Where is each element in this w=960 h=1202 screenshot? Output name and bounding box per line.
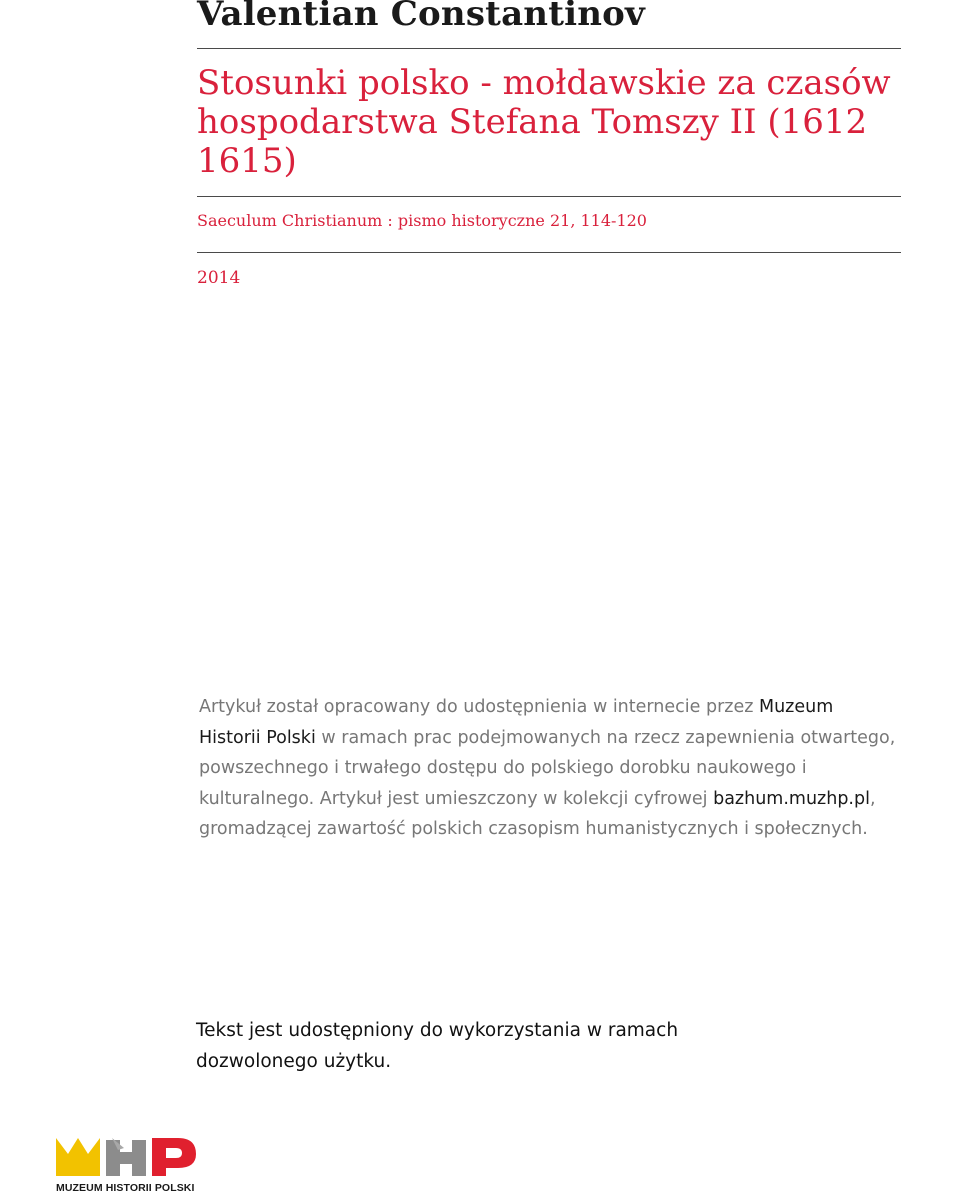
notice-text: , gromadzącej zawartość polskich czasopism humanistycznych i społecznych.	[199, 788, 876, 839]
museum-logo-icon	[54, 1134, 204, 1182]
logo-text: MUZEUM HISTORII POLSKI	[56, 1182, 195, 1194]
divider	[197, 196, 901, 197]
divider	[197, 252, 901, 253]
publication-year: 2014	[197, 268, 241, 288]
article-title: Stosunki polsko - mołdawskie za czasów hospodarstwa Stefana Tomszy II (1612 1615)	[197, 63, 891, 181]
author-name: Valentian Constantinov	[197, 0, 645, 34]
availability-notice	[199, 692, 899, 845]
divider	[197, 48, 901, 49]
museum-logo	[54, 1134, 204, 1196]
museum-name: Muzeum Historii Polski	[199, 697, 834, 748]
notice-text: Artykuł został opracowany do udostępnienia w internecie przez	[199, 697, 754, 717]
journal-source: Saeculum Christianum : pismo historyczne 21, 114-120	[197, 211, 647, 230]
site-link[interactable]: bazhum.muzhp.pl	[713, 788, 870, 809]
notice-text: w ramach prac podejmowanych na rzecz zapewnienia otwartego, powszechnego i trwałego dostępu do polskiego dorobku naukowego i kulturalnego. Artykuł jest umieszczony w kolekcji cyfrowej	[199, 727, 896, 809]
usage-statement: Tekst jest udostępniony do wykorzystania w ramach dozwolonego użytku.	[196, 1020, 679, 1072]
